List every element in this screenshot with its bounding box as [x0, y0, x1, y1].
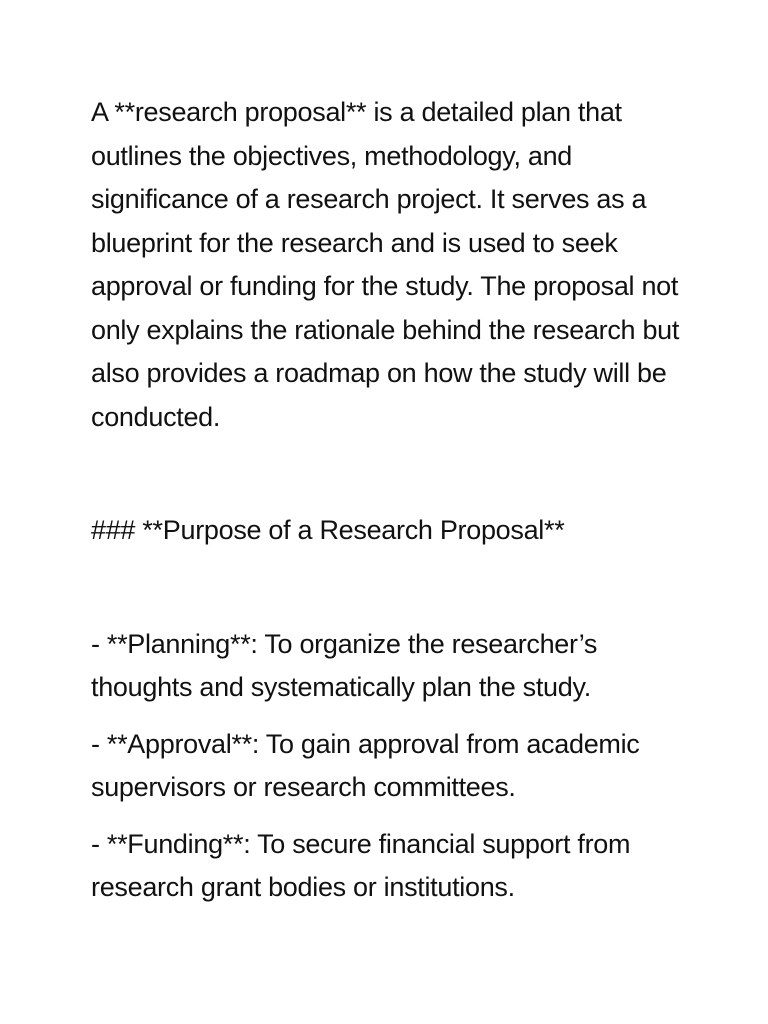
list-item-planning: - **Planning**: To organize the researcher’s thoughts and systematically plan the study.	[91, 628, 598, 702]
intro-paragraph: A **research proposal** is a detailed plan that outlines the objectives, methodology, and significance of a research project. It serves as a blueprint for the research and is used to seek approval or funding for the study. The proposal not only explains the rationale behind the research but also provides a roadmap on how the study will be conducted.	[91, 97, 680, 432]
purpose-list	[91, 623, 691, 910]
section-heading: ### **Purpose of a Research Proposal**	[91, 515, 565, 545]
list-item-funding: - **Funding**: To secure financial support from research grant bodies or institutions.	[91, 828, 631, 902]
spacer	[91, 439, 691, 509]
spacer	[91, 553, 691, 623]
list-item-approval: - **Approval**: To gain approval from academic supervisors or research committees.	[91, 728, 640, 802]
document-page	[91, 91, 691, 923]
